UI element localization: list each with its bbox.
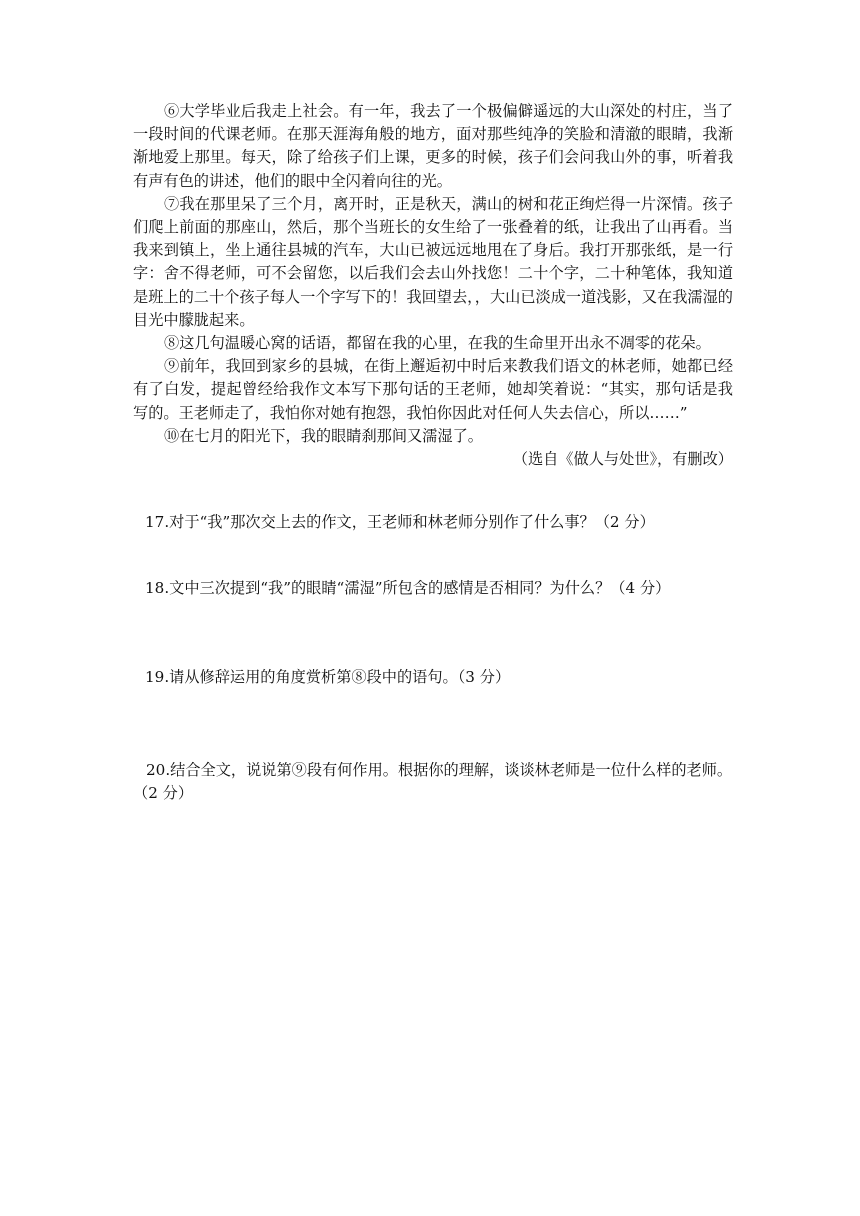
question-20: 20.结合全文，说说第⑨段有何作用。根据你的理解，谈谈林老师是一位什么样的老师。（2 分） <box>133 761 733 803</box>
paragraph-6: ⑥大学毕业后我走上社会。有一年，我去了一个极偏僻遥远的大山深处的村庄，当了一段时间的代课老师。在那天涯海角般的地方，面对那些纯净的笑脸和清澈的眼睛，我渐渐地爱上那里。每天，除了给孩子们上课，更多的时候，孩子们会问我山外的事，听着我有声有色的讲述，他们的眼中全闪着向往的光。 <box>133 102 733 190</box>
paragraph-9: ⑨前年，我回到家乡的县城，在街上邂逅初中时后来教我们语文的林老师，她都已经有了白发，提起曾经给我作文本写下那句话的王老师，她却笑着说：“其实，那句话是我写的。王老师走了，我怕你对她有抱怨，我怕你因此对任何人失去信心，所以……” <box>133 357 733 422</box>
paragraph-10: ⑩在七月的阳光下，我的眼睛刹那间又濡湿了。 <box>164 426 483 445</box>
source-citation: （选自《做人与处世》，有删改） <box>512 450 733 469</box>
paragraph-7: ⑦我在那里呆了三个月，离开时，正是秋天，满山的树和花正绚烂得一片深情。孩子们爬上前面的那座山，然后，那个当班长的女生给了一张叠着的纸，让我出了山再看。当我来到镇上，坐上通往县城的汽车，大山已被远远地甩在了身后。我打开那张纸，是一行字：舍不得老师，可不会留您，以后我们会去山外找您！二十个字，二十种笔体，我知道是班上的二十个孩子每人一个字写下的！我回望去，，大山已淡成一道浅影，又在我濡湿的目光中朦胧起来。 <box>133 194 733 329</box>
paragraph-8: ⑧这几句温暖心窝的话语，都留在我的心里，在我的生命里开出永不凋零的花朵。 <box>164 334 711 353</box>
question-19: 19.请从修辞运用的角度赏析第⑧段中的语句。（3 分） <box>145 668 511 686</box>
question-18: 18.文中三次提到“我”的眼睛“濡湿”所包含的感情是否相同？为什么？（4 分） <box>145 579 671 597</box>
question-17: 17.对于“我”那次交上去的作文，王老师和林老师分别作了什么事？（2 分） <box>145 513 655 531</box>
reading-passage <box>133 100 733 471</box>
